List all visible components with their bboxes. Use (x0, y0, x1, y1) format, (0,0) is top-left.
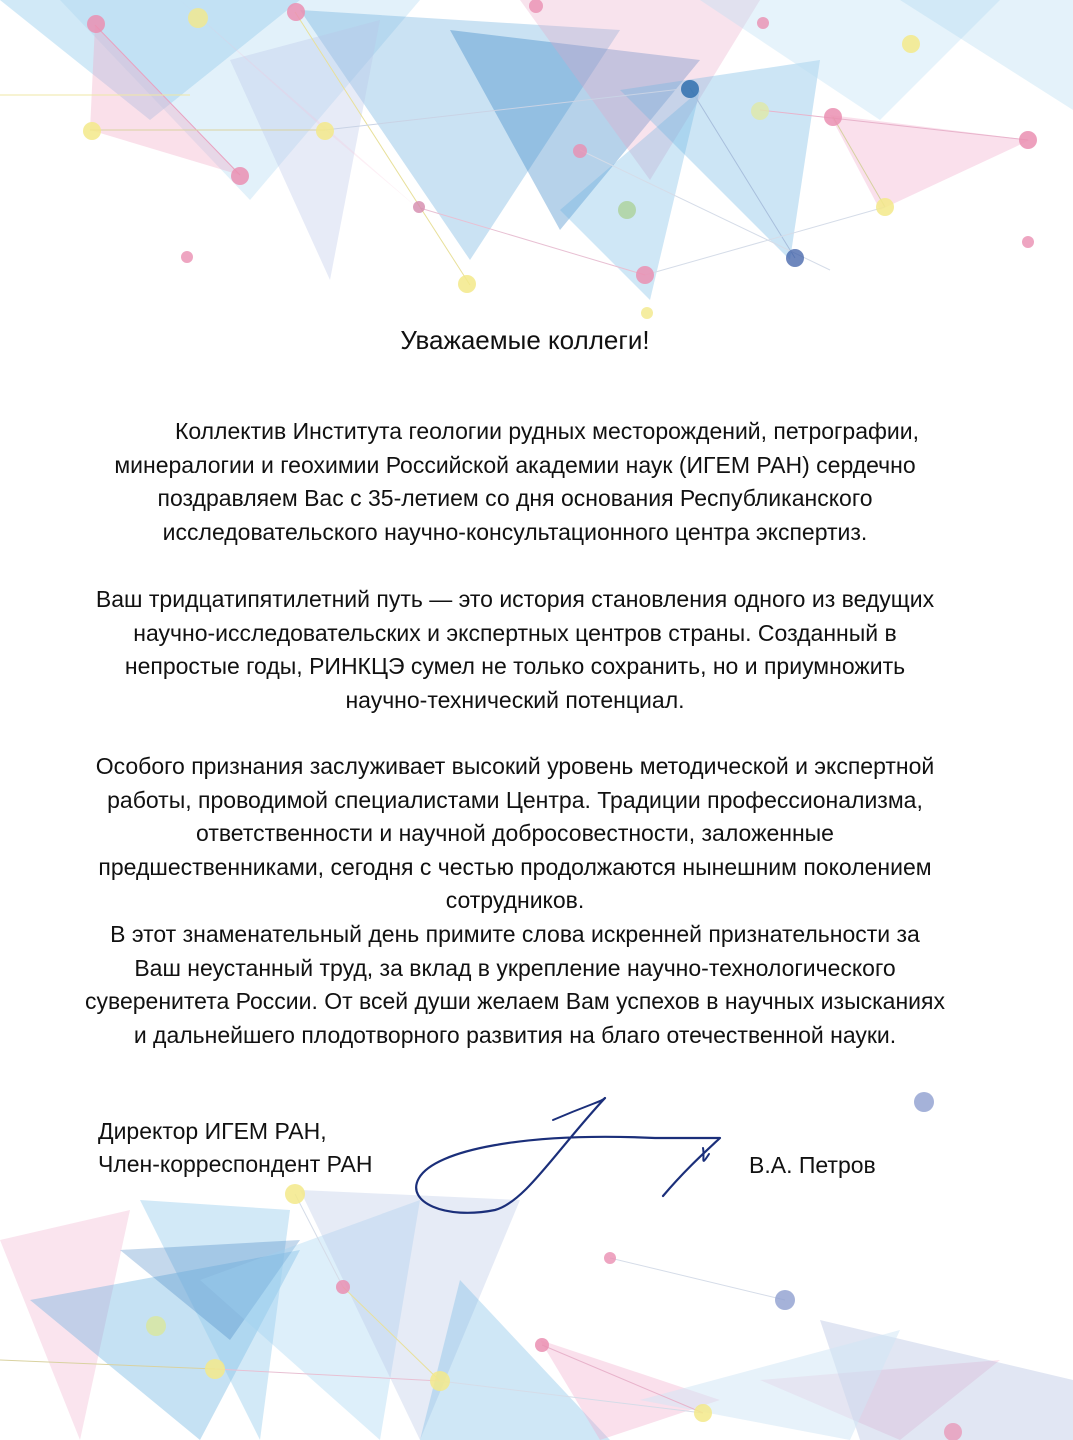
text-line: поздравляем Вас с 35-летием со дня основания Республиканского (157, 485, 873, 511)
signatory-position-line-2: Член-корреспондент РАН (98, 1151, 373, 1177)
signatory-position-line-1: Директор ИГЕМ РАН, (98, 1118, 327, 1144)
text-line: Особого признания заслуживает высокий уровень методической и экспертной (95, 753, 935, 779)
text-line: и дальнейшего плодотворного развития на благо отечественной науки. (133, 1021, 897, 1048)
letter-paragraph-2 (30, 583, 1000, 717)
text-line: научно-технический потенциал. (345, 686, 685, 713)
letter-paragraph-4 (30, 918, 1000, 1052)
text-line: Ваш неустанный труд, за вклад в укрепление научно-технологического (134, 954, 896, 981)
text-line: непростые годы, РИНКЦЭ сумел не только сохранить, но и приумножить (124, 653, 906, 679)
letter-greeting: Уважаемые коллеги! (400, 325, 650, 355)
text-line: научно-исследовательских и экспертных центров страны. Созданный в (133, 619, 897, 646)
signatory-position (98, 1115, 372, 1181)
text-line: Ваш тридцатипятилетний путь — это история становления одного из ведущих (95, 586, 935, 612)
text-line: ответственности и научной добросовестности, заложенные (196, 820, 834, 846)
text-line: минералогии и геохимии Российской академии наук (ИГЕМ РАН) сердечно (114, 451, 916, 478)
text-line: Коллектив Института геологии рудных месторождений, петрографии, (174, 418, 920, 444)
text-line: суверенитета России. От всей души желаем Вам успехов в научных изысканиях (85, 988, 945, 1014)
handwritten-signature (405, 1092, 735, 1222)
signatory-name: В.А. Петров (749, 1152, 876, 1178)
letter-paragraph-1 (30, 415, 1000, 549)
text-line: работы, проводимой специалистами Центра. Традиции профессионализма, (107, 786, 923, 813)
text-line: сотрудников. (445, 887, 585, 913)
text-line: исследовательского научно-консультационного центра экспертиз. (162, 518, 868, 545)
letter-paragraph-3 (30, 750, 1000, 918)
text-line: В этот знаменательный день примите слова искренней признательности за (110, 921, 920, 947)
text-line: предшественниками, сегодня с честью продолжаются нынешним поколением (98, 853, 932, 880)
